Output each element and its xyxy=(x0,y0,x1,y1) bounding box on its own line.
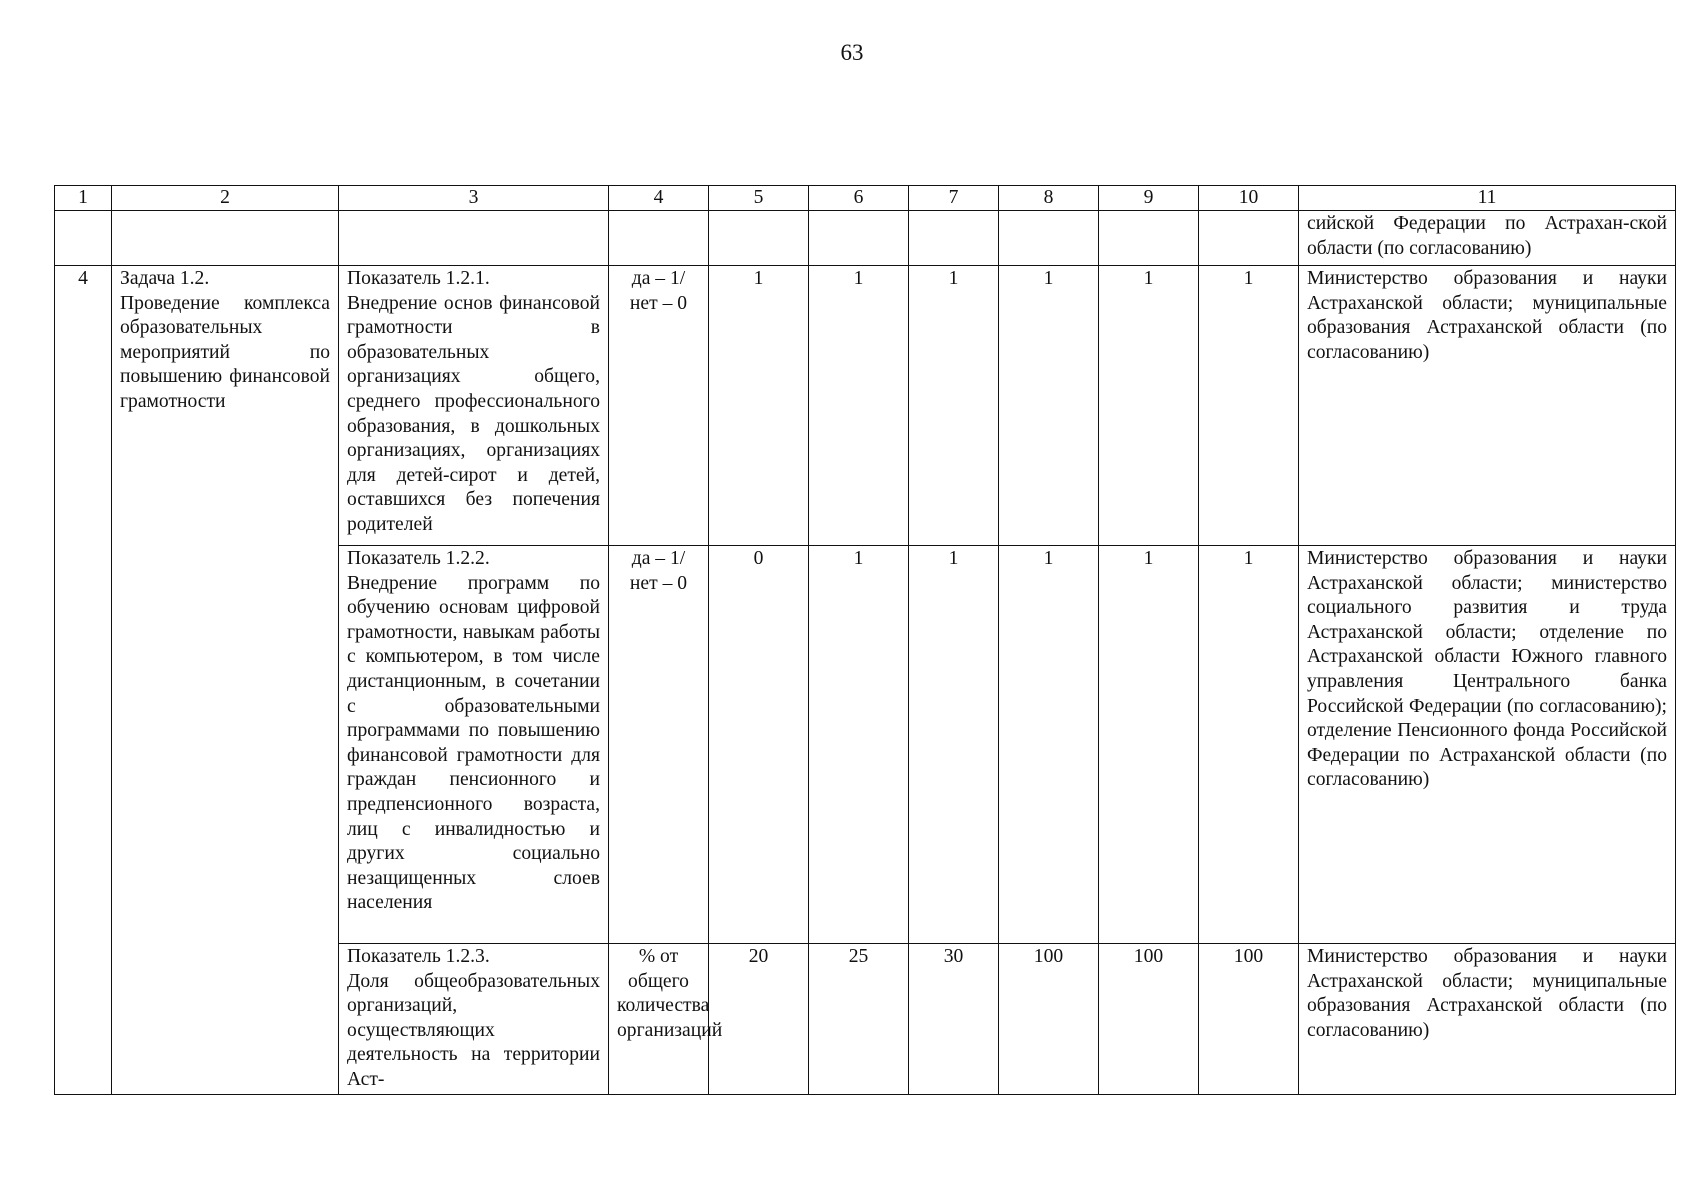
value-cell: 1 xyxy=(1099,266,1199,546)
indicator-text: Внедрение основ финансовой грамотности в образовательных организациях общего, среднего профессионального образования, в дошкольных организациях, организациях для детей-сирот и детей, оставшихся без попечения родителей xyxy=(347,292,600,535)
unit-cell: да – 1/ нет – 0 xyxy=(609,266,709,546)
indicator-text: Доля общеобразовательных организаций, осуществляющих деятельность на территории Аст- xyxy=(347,970,600,1090)
column-number: 1 xyxy=(55,186,112,211)
value-cell: 1 xyxy=(909,266,999,546)
value-cell: 25 xyxy=(809,944,909,1095)
value-cell: 1 xyxy=(1099,546,1199,944)
value-cell: 1 xyxy=(1199,546,1299,944)
executors-cell: Министерство образования и науки Астраханской области; министерство социального развития и труда Астраханской области; отделение по Астраханской области Южного главного управления Центрального банка Российской Федерации (по согласованию); отделение Пенсионного фонда Российской Федерации по Астраханской области (по согласованию) xyxy=(1299,546,1676,944)
value-cell: 100 xyxy=(999,944,1099,1095)
table-cell xyxy=(55,211,112,266)
value-cell: 1 xyxy=(909,546,999,944)
table-row xyxy=(55,266,1676,546)
indicator-cell xyxy=(339,266,609,546)
value-cell: 1 xyxy=(1199,266,1299,546)
table-cell xyxy=(1099,211,1199,266)
executors-cell: Министерство образования и науки Астраханской области; муниципальные образования Астраханской области (по согласованию) xyxy=(1299,266,1676,546)
indicator-cell xyxy=(339,944,609,1095)
value-cell: 1 xyxy=(809,546,909,944)
column-number: 4 xyxy=(609,186,709,211)
table-cell xyxy=(709,211,809,266)
indicator-cell xyxy=(339,546,609,944)
table-cell xyxy=(112,211,339,266)
executors-cell: сийской Федерации по Астрахан-ской области (по согласованию) xyxy=(1299,211,1676,266)
indicators-table xyxy=(54,185,1676,1095)
value-cell: 1 xyxy=(999,266,1099,546)
table-cell xyxy=(609,211,709,266)
column-number: 2 xyxy=(112,186,339,211)
value-cell: 0 xyxy=(709,546,809,944)
value-cell: 1 xyxy=(709,266,809,546)
indicator-title: Показатель 1.2.2. xyxy=(347,548,490,569)
column-number: 7 xyxy=(909,186,999,211)
column-number: 6 xyxy=(809,186,909,211)
row-number: 4 xyxy=(55,266,112,1095)
column-number: 10 xyxy=(1199,186,1299,211)
column-number: 5 xyxy=(709,186,809,211)
unit-cell: да – 1/ нет – 0 xyxy=(609,546,709,944)
indicator-title: Показатель 1.2.3. xyxy=(347,946,490,967)
value-cell: 100 xyxy=(1199,944,1299,1095)
task-text: Проведение комплекса образовательных мероприятий по повышению финансовой грамотности xyxy=(120,292,330,412)
page-number: 63 xyxy=(840,40,864,65)
continuation-row xyxy=(55,211,1676,266)
task-title: Задача 1.2. xyxy=(120,268,210,289)
value-cell: 1 xyxy=(809,266,909,546)
column-number: 9 xyxy=(1099,186,1199,211)
value-cell: 1 xyxy=(999,546,1099,944)
table-cell xyxy=(1199,211,1299,266)
column-number: 8 xyxy=(999,186,1099,211)
table-cell xyxy=(999,211,1099,266)
task-cell xyxy=(112,266,339,1095)
column-number: 11 xyxy=(1299,186,1676,211)
table-cell xyxy=(809,211,909,266)
table-cell xyxy=(909,211,999,266)
column-number: 3 xyxy=(339,186,609,211)
value-cell: 20 xyxy=(709,944,809,1095)
table-cell xyxy=(339,211,609,266)
indicator-title: Показатель 1.2.1. xyxy=(347,268,490,289)
indicator-text: Внедрение программ по обучению основам цифровой грамотности, навыкам работы с компьютером, в том числе дистанционным, в сочетании с образовательными программами по повышению финансовой грамотности для граждан пенсионного и предпенсионного возраста, лиц с инвалидностью и других социально незащищенных слоев населения xyxy=(347,572,600,914)
executors-cell: Министерство образования и науки Астраханской области; муниципальные образования Астраханской области (по согласованию) xyxy=(1299,944,1676,1095)
value-cell: 30 xyxy=(909,944,999,1095)
unit-cell: % от общего количества организаций xyxy=(609,944,709,1095)
value-cell: 100 xyxy=(1099,944,1199,1095)
column-number-row xyxy=(55,186,1676,211)
